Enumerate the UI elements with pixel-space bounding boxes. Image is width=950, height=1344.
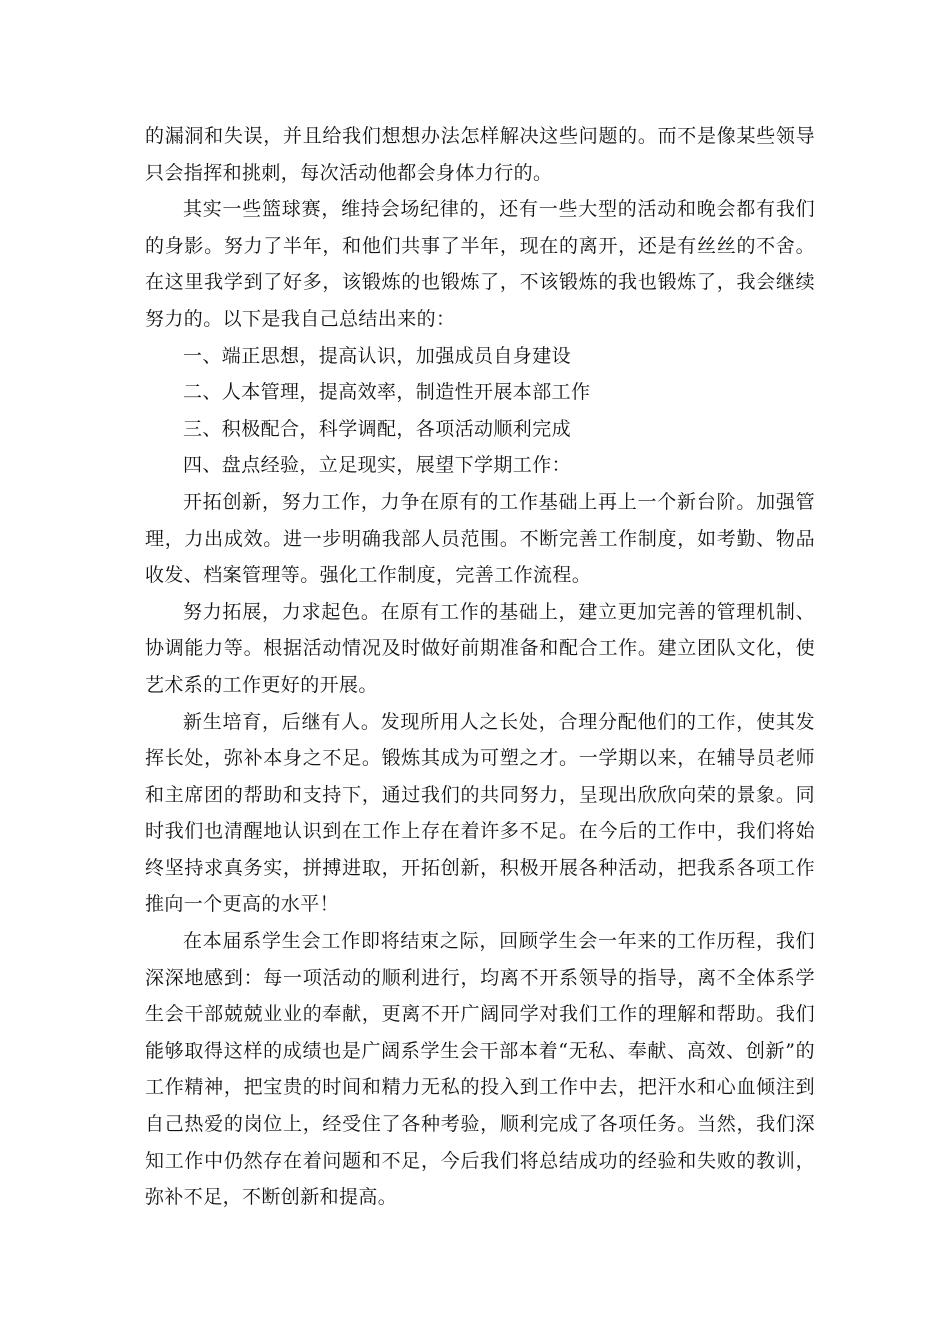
document-body: [145, 118, 815, 1216]
list-item-4: 四、盘点经验，立足现实，展望下学期工作：: [183, 454, 572, 477]
paragraph-5: 新生培育，后继有人。发现所用人之长处，合理分配他们的工作，使其发挥长处，弥补本身之不足。锻炼其成为可塑之才。一学期以来，在辅导员老师和主席团的帮助和支持下，通过我们的共同努力，呈现出欣欣向荣的景象。同时我们也清醒地认识到在工作上存在着许多不足。在今后的工作中，我们将始终坚持求真务实，拼搏进取，开拓创新，积极开展各种活动，把我系各项工作推向一个更高的水平！: [145, 710, 815, 916]
list-item-3: 三、积极配合，科学调配，各项活动顺利完成: [183, 417, 572, 440]
paragraph-3: 开拓创新，努力工作，力争在原有的工作基础上再上一个新台阶。加强管理，力出成效。进一步明确我部人员范围。不断完善工作制度，如考勤、物品收发、档案管理等。强化工作制度，完善工作流程。: [145, 490, 815, 587]
list-item-2: 二、人本管理，提高效率，制造性开展本部工作: [183, 381, 591, 404]
paragraph-2: 其实一些篮球赛，维持会场纪律的，还有一些大型的活动和晚会都有我们的身影。努力了半年，和他们共事了半年，现在的离开，还是有丝丝的不舍。在这里我学到了好多，该锻炼的也锻炼了，不该锻炼的我也锻炼了，我会继续努力的。以下是我自己总结出来的：: [145, 198, 815, 330]
paragraph-6: 在本届系学生会工作即将结束之际，回顾学生会一年来的工作历程，我们深深地感到：每一项活动的顺利进行，均离不开系领导的指导，离不全体系学生会干部兢兢业业的奉献，更离不开广阔同学对我们工作的理解和帮助。我们能够取得这样的成绩也是广阔系学生会干部本着“无私、奉献、高效、创新”的工作精神，把宝贵的时间和精力无私的投入到工作中去，把汗水和心血倾注到自己热爱的岗位上，经受住了各种考验，顺利完成了各项任务。当然，我们深知工作中仍然存在着问题和不足，今后我们将总结成功的经验和失败的教训，弥补不足，不断创新和提高。: [145, 930, 815, 1209]
paragraph-1: 的漏洞和失误，并且给我们想想办法怎样解决这些问题的。而不是像某些领导只会指挥和挑刺，每次活动他都会身体力行的。: [145, 125, 815, 184]
list-item-1: 一、端正思想，提高认识，加强成员自身建设: [183, 344, 572, 367]
paragraph-4: 努力拓展，力求起色。在原有工作的基础上，建立更加完善的管理机制、协调能力等。根据活动情况及时做好前期准备和配合工作。建立团队文化，使艺术系的工作更好的开展。: [145, 600, 815, 696]
